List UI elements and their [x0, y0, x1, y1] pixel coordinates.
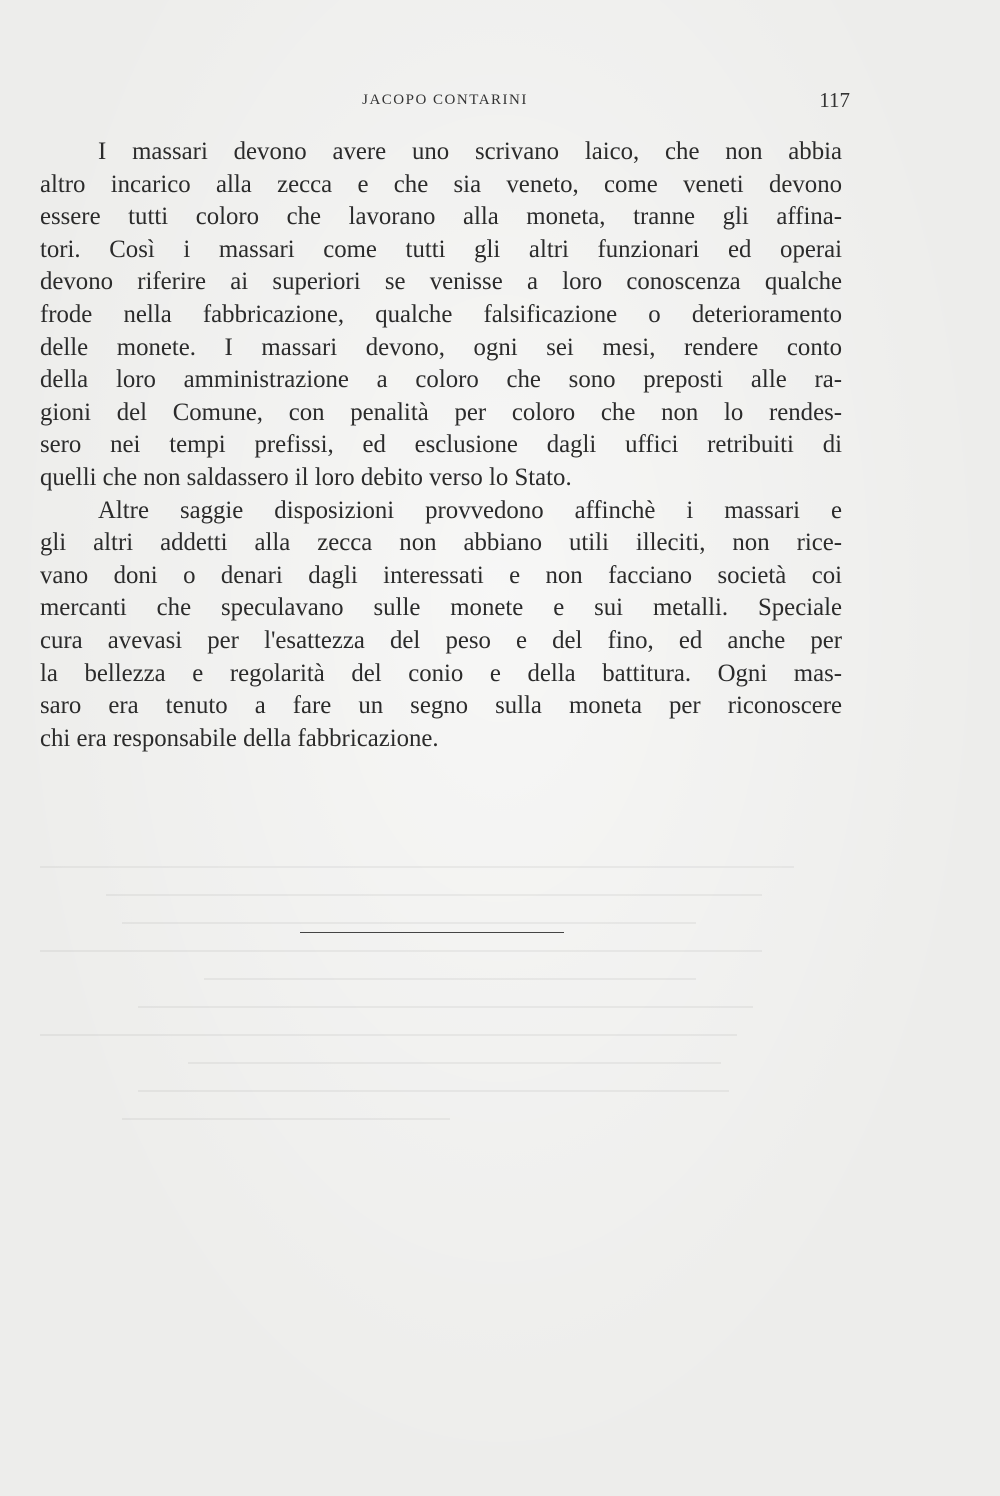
text-line: gli altri addetti alla zecca non abbiano utili illeciti, non rice-: [40, 529, 842, 557]
running-title: JACOPO CONTARINI: [362, 92, 528, 108]
text-line: la bellezza e regolarità del conio e della battitura. Ogni mas-: [40, 659, 842, 687]
section-divider-rule: [300, 932, 564, 933]
text-line: chi era responsabile della fabbricazione.: [40, 724, 439, 752]
text-line: vano doni o denari dagli interessati e non facciano società coi: [40, 561, 842, 589]
text-line: tori. Così i massari come tutti gli altri funzionari ed operai: [40, 235, 842, 263]
text-line: saro era tenuto a fare un segno sulla moneta per riconoscere: [40, 692, 842, 720]
text-line: I massari devono avere uno scrivano laico, che non abbia: [98, 138, 842, 165]
text-line: altro incarico alla zecca e che sia veneto, come veneti devono: [40, 170, 842, 198]
body-text: [40, 136, 842, 755]
bleed-through-texture: [40, 840, 860, 1320]
text-line: frode nella fabbricazione, qualche falsificazione o deterioramento: [40, 300, 842, 328]
text-line: delle monete. I massari devono, ogni sei mesi, rendere conto: [40, 333, 842, 361]
text-line: quelli che non saldassero il loro debito verso lo Stato.: [40, 463, 572, 491]
running-header: [40, 88, 850, 114]
page-number: 117: [819, 88, 850, 112]
text-line: devono riferire ai superiori se venisse a loro conoscenza qualche: [40, 268, 842, 296]
text-line: sero nei tempi prefissi, ed esclusione dagli uffici retribuiti di: [40, 431, 842, 459]
text-line: essere tutti coloro che lavorano alla moneta, tranne gli affina-: [40, 203, 842, 231]
text-line: della loro amministrazione a coloro che sono preposti alle ra-: [40, 366, 842, 394]
text-line: gioni del Comune, con penalità per coloro che non lo rendes-: [40, 398, 842, 426]
text-line: Altre saggie disposizioni provvedono affinchè i massari e: [98, 496, 842, 524]
text-line: cura avevasi per l'esattezza del peso e del fino, ed anche per: [40, 626, 842, 654]
text-line: mercanti che speculavano sulle monete e sui metalli. Speciale: [40, 594, 842, 622]
